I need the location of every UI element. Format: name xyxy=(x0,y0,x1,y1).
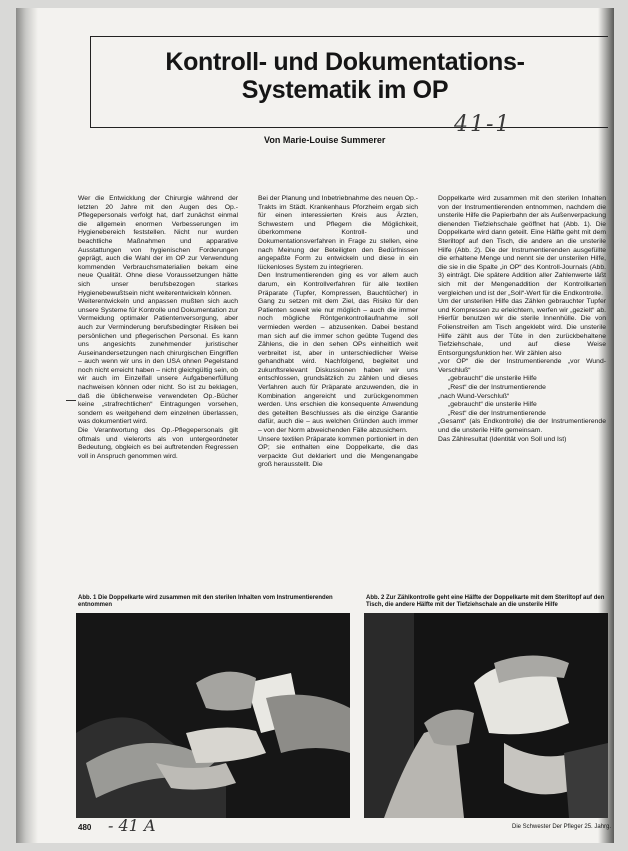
paragraph: Doppelkarte wird zusammen mit den sterilen Inhalten von der Instrumentierenden entnommen, nachdem die unsterile Hilfe die Papierbahn der als Außenverpackung dienenden Tiefziehschale geöffnet hat (Abb. 1). Die Doppelkarte wird dann geteilt. Eine Hälfte geht mit dem Steriltopf auf den Tisch, die andere an die unsterile Hilfe (Abb. 2). Die der Instrumentierenden ausgefüllte die erhaltene Menge und nennt sie der unsterilen Hilfe, die sie in die Spalte „in OP“ des Kontroll-Journals (Abb. 3) einträgt. Die spätere Addition aller Zahlenwerte läßt sich mit der Mengenaddition der Kontrollkarten vergleichen und ist der „Soll“-Wert für die Endkontrolle. xyxy=(438,195,606,297)
count-line: „gebraucht“ die unsterile Hilfe xyxy=(448,401,537,409)
figure-2-illustration xyxy=(364,613,608,818)
count-line: „Rest“ die der Instrumentierende xyxy=(448,409,546,417)
text-column-2 xyxy=(258,195,418,595)
paragraph: Bei der Planung und Inbetriebnahme des neuen Op.-Trakts im Städt. Krankenhaus Pforzheim ergab sich für einen interessierten Kreis aus Ärzten, Schwestern und Pflegern die Möglichkeit, überkommene Kontroll- und Dokumentationsverfahren in Frage zu stellen, eine nach Meinung der Beteiligten den Bedürfnissen angepaßte Form zu entwickeln und diese in ein lückenloses System zu integrieren. xyxy=(258,195,418,271)
count-line: „nach Wund-Verschluß“ xyxy=(438,392,510,400)
paragraph: Das Zählresultat (Identität von Soll und Ist) xyxy=(438,435,567,443)
paragraph: Um der unsterilen Hilfe das Zählen gebrauchter Tupfer und Kompressen zu erleichtern, werfen wir „gezielt“ ab. Hierfür benutzen wir die sterile Innenhülle. Die von Folienstreifen am Tisch angeklebt wird. Die unsterile Hilfe zählt aus der Tüte in den zurückbehaltene Tiefziehschale, und auf diese Weise Entsorgungsfunktion her. Wir zählen also xyxy=(438,298,606,357)
paragraph: Den Instrumentierenden ging es vor allem auch darum, ein Kontrollverfahren für alle textilen Präparate (Tupfer, Kompressen, Bauchtücher) in Gang zu setzen mit dem Ziel, das Risiko für den Patienten soweit wie nur möglich – auch die immer noch mögliche Röntgenkontrollaufnahme soll vermieden werden – abzusenken. Dabei bestand man sich auf die immer schon geübte Tugend des Zählens, die in den sehen OPs einheitlich weit verbreitet ist, aber in unterschiedlicher Weise gehandhabt wird. Nachfolgend, begleitet und zukunftsrelevant Diskussionen haben wir uns entschlossen, grundsätzlich zu zählen und dieses Verfahren auch für Präparate anzuwenden, die in Kombination angereicht und zurückgenommen werden. Uns erschien die konsequente Anwendung des geteilten Beschlusses als die einzige Garantie dafür, auch die – aus welchen Gründen auch immer – von der Norm abweichenden Fälle abzusichern. xyxy=(258,272,418,435)
count-line: „Rest“ die der Instrumentierende xyxy=(448,384,546,392)
figure-1-caption: Abb. 1 Die Doppelkarte wird zusammen mit den sterilen Inhalten vom Instrumentierenden entnommen xyxy=(78,595,333,608)
scan-shadow-left xyxy=(16,8,38,843)
count-line: „Gesamt“ (als Endkontrolle) die der Instrumentierende und die unsterile Hilfe gemeinsam. xyxy=(438,418,606,435)
author-byline: Von Marie-Louise Summerer xyxy=(264,135,386,145)
paragraph: Weiterentwickeln und anpassen mußten sich auch unsere Systeme für Kontrolle und Dokumentation zur Vermeidung optimaler Patientenversorgung, aber auch zur Verminderung berufsbedingter Risiken bei persönlichen und pflegerischen Personal. Es kann uns angesichts zunehmender juristischer Auseinandersetzungen nach chirurgischen Eingriffen – auch wenn wir uns in den USA ohnen Pegelstand noch nicht erreicht haben – nicht gleichgültig sein, ob wir auch im Einzelfall unsere Aufgabenerfüllung nachweisen können oder nicht. So ist zu beklagen, daß die üblicherweise verwendeten Op.-Bücher keine „strafrechtlichen“ Eintragungen vorsehen, sondern es weitgehend dem einzelnen überlassen, was dokumentiert wird. xyxy=(78,298,238,426)
title-line-2: Systematik im OP xyxy=(241,76,449,104)
count-line: „vor OP“ die der Instrumentierende „vor Wund-Verschluß“ xyxy=(438,358,606,374)
margin-mark xyxy=(66,400,76,407)
title-line-1: Kontroll- und Dokumentations- xyxy=(165,48,525,76)
paragraph: Wer die Entwicklung der Chirurgie während der letzten 20 Jahre mit den Augen des Op.-Pflegepersonals verfolgt hat, darf zunächst einmal die allgemein enormen Verbesserungen im Hygienebereich feststellen. Nicht nur wurden beachtliche Maßnahmen und apparative Ausstattungen von hygienischen Forderungen geprägt, auch die Wahl der im OP zur Verwendung kommenden Verbrauchsmaterialien bekam eine neue Qualität. Ohne diese Voraussetzungen hätte sich unser berufsbezogen starkes Hygienebewußtsein nicht weiterentwickeln können. xyxy=(78,195,238,297)
count-line: „gebraucht“ die unsterile Hilfe xyxy=(448,375,537,383)
text-column-3 xyxy=(438,195,606,595)
handwritten-page-mark: - 41 A xyxy=(108,816,156,835)
figure-1-illustration xyxy=(76,613,350,818)
paragraph: Unsere textilen Präparate kommen portioniert in den OP; sie enthalten eine Doppelkarte, die das verpackte Gut deklariert und die Mengenangabe groß herausstellt. Die xyxy=(258,435,418,469)
article-title xyxy=(90,48,600,104)
page-number: 480 xyxy=(78,823,92,832)
journal-footer: Die Schwester Der Pfleger 25. Jahrg. xyxy=(512,824,612,830)
figure-1-photo xyxy=(76,613,350,818)
figure-2-caption: Abb. 2 Zur Zählkontrolle geht eine Hälfte der Doppelkarte mit dem Steriltopf auf den Tisch, die andere Hälfte mit der Tiefziehschale an die unsterile Hilfe xyxy=(366,595,605,608)
figure-2-photo xyxy=(364,613,608,818)
text-column-1 xyxy=(78,195,238,595)
document-page xyxy=(16,8,614,843)
handwritten-note: 41-1 xyxy=(454,112,512,137)
paragraph: Die Verantwortung des Op.-Pflegepersonals gilt oftmals und vielerorts als von untergeordneter Bedeutung, obgleich es bei auftretenden Regressen voll in Anspruch genommen wird. xyxy=(78,427,238,460)
